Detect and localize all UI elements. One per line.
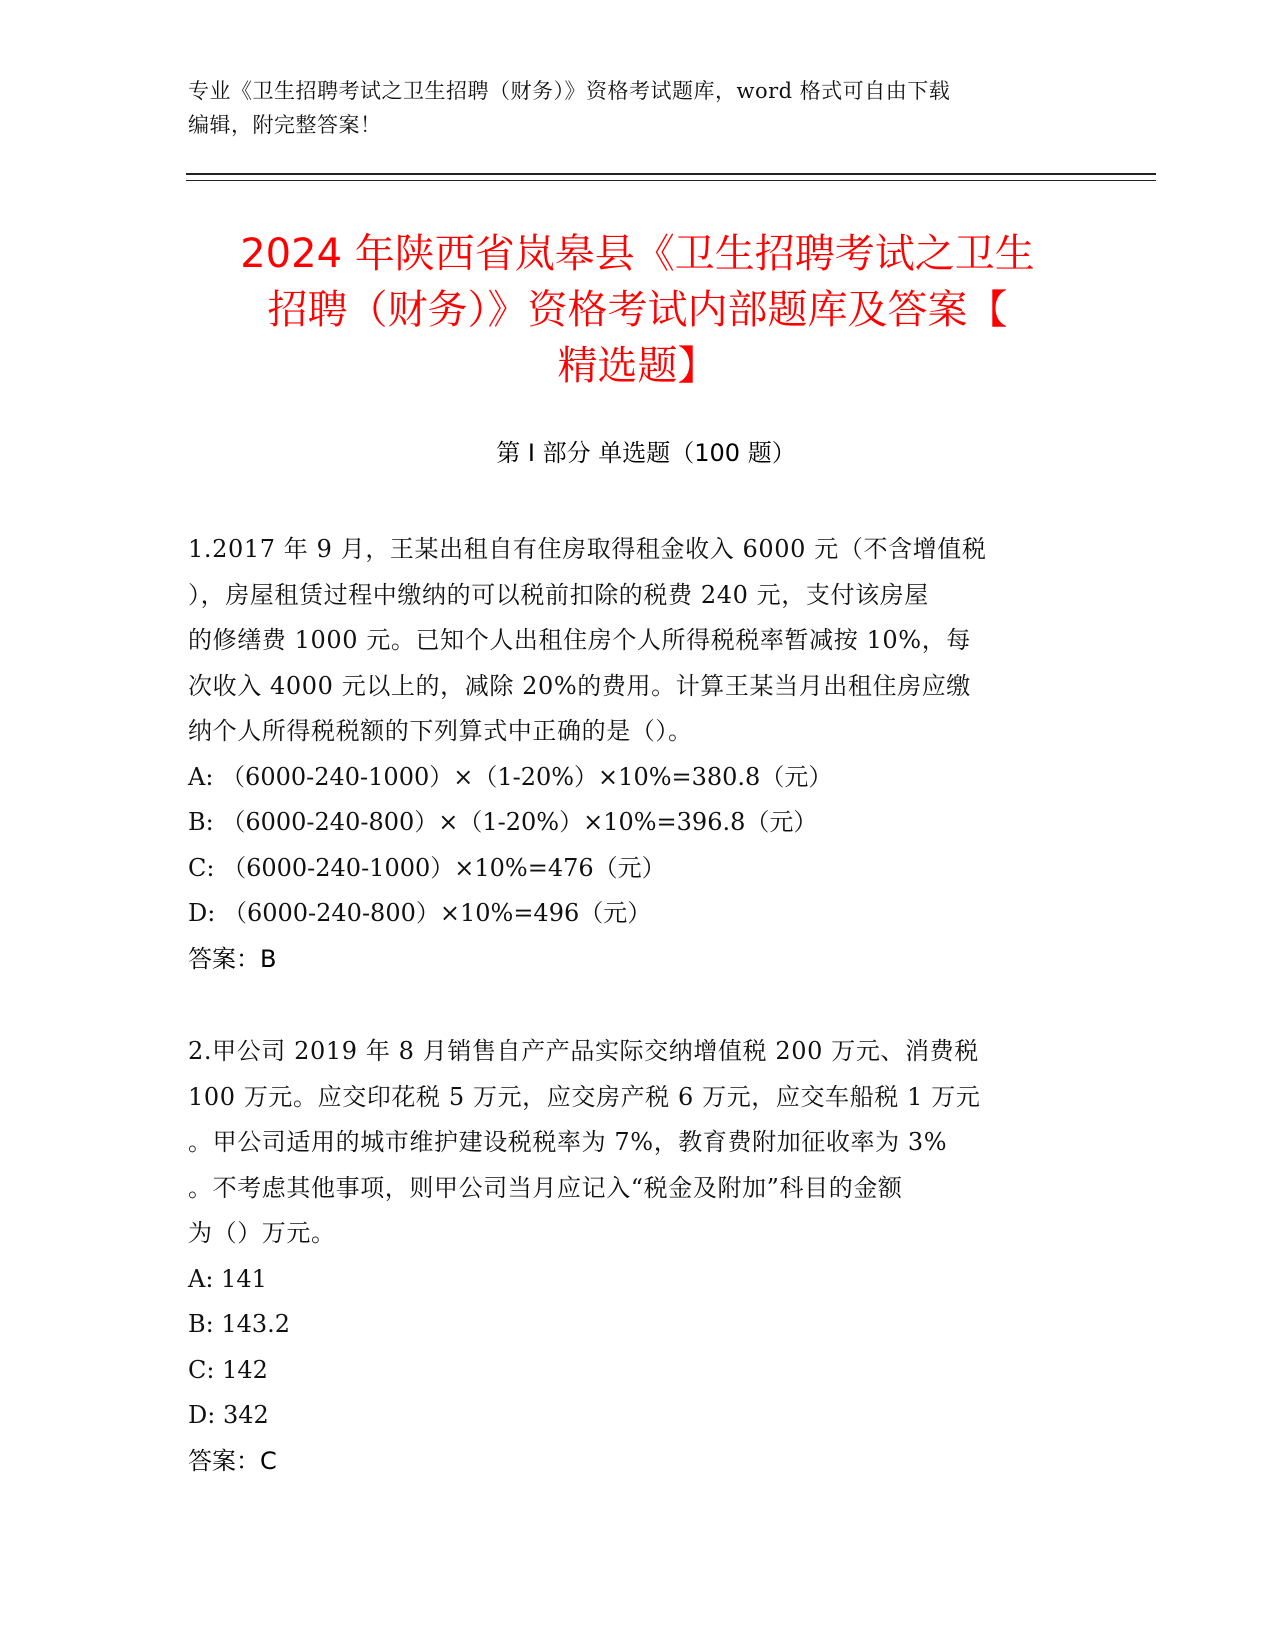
option-d: D: 342	[188, 1401, 269, 1429]
header-note-line: 编辑，附完整答案！	[188, 113, 382, 137]
stem-line: 1.2017 年 9 月，王某出租自有住房取得租金收入 6000 元（不含增值税	[188, 535, 987, 563]
title-line: 精选题】	[557, 343, 718, 389]
option-a: A: （6000-240-1000）×（1-20%）×10%=380.8（元）	[188, 762, 833, 791]
option-d: D: （6000-240-800）×10%=496（元）	[188, 899, 652, 927]
question-stem	[188, 1029, 1088, 1257]
header-note	[188, 74, 1088, 142]
stem-line: 为（）万元。	[188, 1219, 336, 1247]
header-divider-thick	[186, 173, 1156, 175]
stem-line: ），房屋租赁过程中缴纳的可以税前扣除的税费 240 元，支付该房屋	[188, 580, 929, 609]
stem-line: 2.甲公司 2019 年 8 月销售自产产品实际交纳增值税 200 万元、消费税	[188, 1037, 979, 1065]
stem-line: 的修缮费 1000 元。已知个人出租住房个人所得税税率暂减按 10%，每	[188, 626, 971, 654]
answer: 答案：C	[188, 1446, 277, 1475]
stem-line: 。不考虑其他事项，则甲公司当月应记入“税金及附加”科目的金额	[188, 1173, 903, 1202]
header-divider-thin	[186, 180, 1156, 181]
question-2	[188, 1029, 1088, 1484]
answer: 答案：B	[188, 944, 277, 973]
option-b: B: （6000-240-800）×（1-20%）×10%=396.8（元）	[188, 808, 818, 836]
header-note-line: 专业《卫生招聘考试之卫生招聘（财务）》资格考试题库，word 格式可自由下载	[188, 79, 951, 103]
option-c: C: 142	[188, 1355, 268, 1384]
stem-line: 纳个人所得税税额的下列算式中正确的是（）。	[188, 717, 693, 745]
stem-line: 。甲公司适用的城市维护建设税税率为 7%，教育费附加征收率为 3%	[188, 1128, 948, 1156]
title-line: 招聘（财务）》资格考试内部题库及答案【	[267, 287, 1008, 333]
stem-line: 次收入 4000 元以上的，减除 20%的费用。计算王某当月出租住房应缴	[188, 671, 971, 700]
question-stem	[188, 527, 1088, 755]
document-title	[170, 226, 1105, 394]
option-b: B: 143.2	[188, 1310, 291, 1338]
title-line: 2024 年陕西省岚皋县《卫生招聘考试之卫生	[240, 231, 1035, 277]
question-1	[188, 527, 1088, 982]
section-heading: 第 I 部分 单选题（100 题）	[496, 439, 796, 467]
option-c: C: （6000-240-1000）×10%=476（元）	[188, 853, 666, 882]
stem-line: 100 万元。应交印花税 5 万元，应交房产税 6 万元，应交车船税 1 万元	[188, 1082, 981, 1111]
option-a: A: 141	[188, 1264, 267, 1293]
